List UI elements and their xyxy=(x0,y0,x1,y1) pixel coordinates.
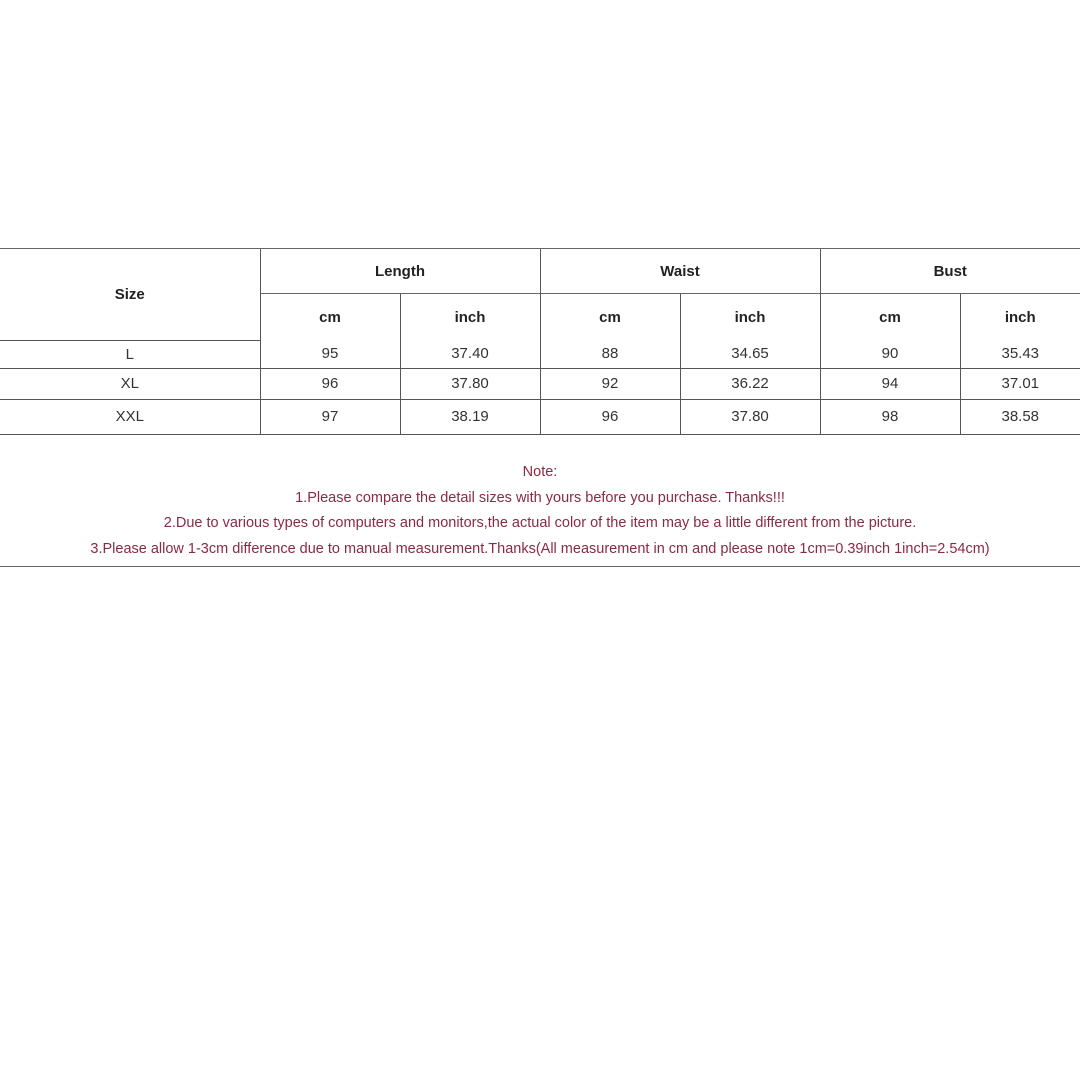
table-row xyxy=(0,340,1080,368)
length-inch-cell: 38.19 xyxy=(400,399,540,434)
waist-cm-header: cm xyxy=(540,294,680,341)
table-header-row xyxy=(0,249,1080,294)
length-inch-cell: 37.80 xyxy=(400,368,540,399)
waist-inch-cell: 37.80 xyxy=(680,399,820,434)
notes-divider xyxy=(0,566,1080,567)
bust-inch-cell: 38.58 xyxy=(960,399,1080,434)
size-table xyxy=(0,248,1080,435)
note-line-3: 3.Please allow 1-3cm difference due to manual measurement.Thanks(All measurement in cm and please note 1cm=0.39inch 1inch=2.54cm) xyxy=(90,540,990,557)
note-line-2: 2.Due to various types of computers and monitors,the actual color of the item may be a little different from the picture. xyxy=(163,515,917,531)
size-cell: L xyxy=(0,340,260,368)
waist-cm-cell: 92 xyxy=(540,368,680,399)
length-cm-cell: 97 xyxy=(260,399,400,434)
bust-inch-header: inch xyxy=(960,294,1080,341)
bust-inch-cell: 35.43 xyxy=(960,340,1080,368)
table-row xyxy=(0,368,1080,399)
waist-inch-header: inch xyxy=(680,294,820,341)
note-line-1: 1.Please compare the detail sizes with yours before you purchase. Thanks!!! xyxy=(295,489,785,506)
waist-cm-cell: 88 xyxy=(540,340,680,368)
size-cell: XL xyxy=(0,368,260,399)
bust-cm-cell: 90 xyxy=(820,340,960,368)
length-cm-cell: 96 xyxy=(260,368,400,399)
length-inch-header: inch xyxy=(400,294,540,341)
bust-cm-cell: 94 xyxy=(820,368,960,399)
length-cm-header: cm xyxy=(260,294,400,341)
table-row xyxy=(0,399,1080,434)
length-inch-cell: 37.40 xyxy=(400,340,540,368)
bust-cm-cell: 98 xyxy=(820,399,960,434)
size-cell: XXL xyxy=(0,399,260,434)
bust-header: Bust xyxy=(820,249,1080,294)
note-title: Note: xyxy=(522,464,558,480)
size-chart xyxy=(0,248,1080,578)
size-column-header: Size xyxy=(0,249,260,341)
waist-header: Waist xyxy=(540,249,820,294)
length-cm-cell: 95 xyxy=(260,340,400,368)
waist-inch-cell: 34.65 xyxy=(680,340,820,368)
bust-inch-cell: 37.01 xyxy=(960,368,1080,399)
waist-inch-cell: 36.22 xyxy=(680,368,820,399)
notes-block xyxy=(0,460,1080,562)
length-header: Length xyxy=(260,249,540,294)
bust-cm-header: cm xyxy=(820,294,960,341)
waist-cm-cell: 96 xyxy=(540,399,680,434)
